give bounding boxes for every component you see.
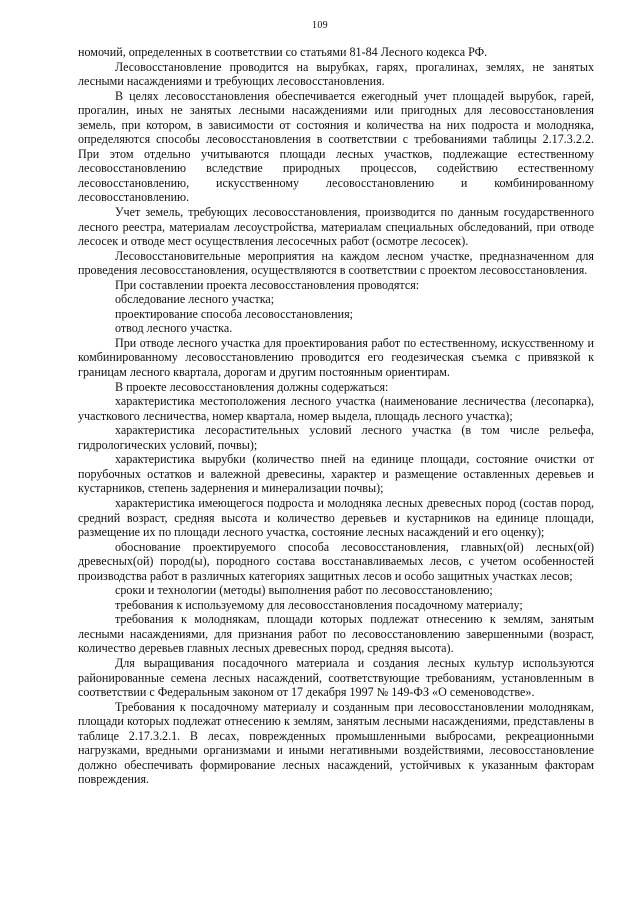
paragraph: Лесовосстановительные мероприятия на каждом лесном участке, предназначенном для проведения лесовосстановления, осуществляются в соответствии с проектом лесовосстановления. <box>78 248 594 278</box>
list-item: характеристика вырубки (количество пней на единице площади, состояние очистки от порубочных остатков и валежной древесины, характер и размещение оставленных деревьев и кустарников, степень задернения и минерализации почвы); <box>78 452 594 496</box>
paragraph: Для выращивания посадочного материала и создания лесных культур используются районированные семена лесных насаждений, соответствующие требованиям, установленным в соответствии с Федеральным законом от 17 декабря 1997 № 149-ФЗ «О семеноводстве». <box>78 655 594 700</box>
list-item: отвод лесного участка. <box>115 321 233 336</box>
list-item: требования к молоднякам, площади которых подлежат отнесению к землям, занятым лесными насаждениями, для признания работ по лесовосстановлению завершенными (возраст, количество деревьев главных лесных древесных пород, средняя высота). <box>78 612 594 656</box>
list-item: обследование лесного участка; <box>115 292 275 307</box>
paragraph: В целях лесовосстановления обеспечивается ежегодный учет площадей вырубок, гарей, прогалин, иных не занятых лесными насаждениями или пригодных для лесовосстановления земель, при котором, в зависимости от состояния и количества на них подроста и молодняка, определяются способы лесовосстановления в соответствии с требованиями таблицы 2.17.3.2.2. При этом отдельно учитываются площади лесных участков, подлежащие естественному лесовосстановлению вследствие природных процессов, содействию естественному лесовосстановлению, искусственному лесовосстановлению и комбинированному лесовосстановлению. <box>78 88 594 205</box>
body-text <box>78 45 594 787</box>
list-item: характеристика имеющегося подроста и молодняка лесных древесных пород (состав пород, средний возраст, средняя высота и количество деревьев и кустарников на единице площади, размещение их по площади лесного участка, состояние лесных насаждений и его оценку); <box>78 495 594 540</box>
page-number: 109 <box>312 20 328 31</box>
paragraph: В проекте лесовосстановления должны содержаться: <box>115 379 389 394</box>
list-item: обоснование проектируемого способа лесовосстановления, главных(ой) лесных(ой) древесных(ой) пород(ы), породного состава восстанавливаемых лесов, с учетом особенностей производства работ в различных категориях защитных лесов и особо защитных участках лесов; <box>78 539 594 583</box>
paragraph: Требования к посадочному материалу и созданным при лесовосстановлении молоднякам, площади которых подлежат отнесению к землям, занятым лесными насаждениями, представлены в таблице 2.17.3.2.1. В лесах, поврежденных промышленными выбросами, рекреационными нагрузками, вредными организмами и иными негативными воздействиями, лесовосстановление должно обеспечивать формирование лесных насаждений, устойчивых к указанным факторам повреждения. <box>78 699 594 787</box>
list-item: сроки и технологии (методы) выполнения работ по лесовосстановлению; <box>115 583 493 598</box>
list-item: требования к используемому для лесовосстановления посадочному материалу; <box>115 597 523 612</box>
paragraph: При отводе лесного участка для проектирования работ по естественному, искусственному и комбинированному лесовосстановлению проводится его геодезическая съемка с привязкой к границам лесного квартала, дорогам и другим постоянным ориентирам. <box>78 335 594 380</box>
paragraph: номочий, определенных в соответствии со статьями 81-84 Лесного кодекса РФ. <box>78 45 488 59</box>
list-item: характеристика местоположения лесного участка (наименование лесничества (лесопарка), участкового лесничества, номер квартала, номер выдела, площадь лесного участка); <box>78 394 594 423</box>
paragraph: Учет земель, требующих лесовосстановления, производится по данным государственного лесного реестра, материалам лесоустройства, материалам специальных обследований, при отводе лесосек и отводе мест осуществления лесосечных работ (осмотре лесосек). <box>78 205 594 249</box>
list-item: проектирование способа лесовосстановления; <box>115 306 354 321</box>
paragraph: Лесовосстановление проводится на вырубках, гарях, прогалинах, землях, не занятых лесными насаждениями и требующих лесовосстановления. <box>78 59 594 89</box>
list-item: характеристика лесорастительных условий лесного участка (в том числе рельефа, гидрологических условий, почвы); <box>78 423 594 452</box>
paragraph: При составлении проекта лесовосстановления проводятся: <box>115 277 420 292</box>
